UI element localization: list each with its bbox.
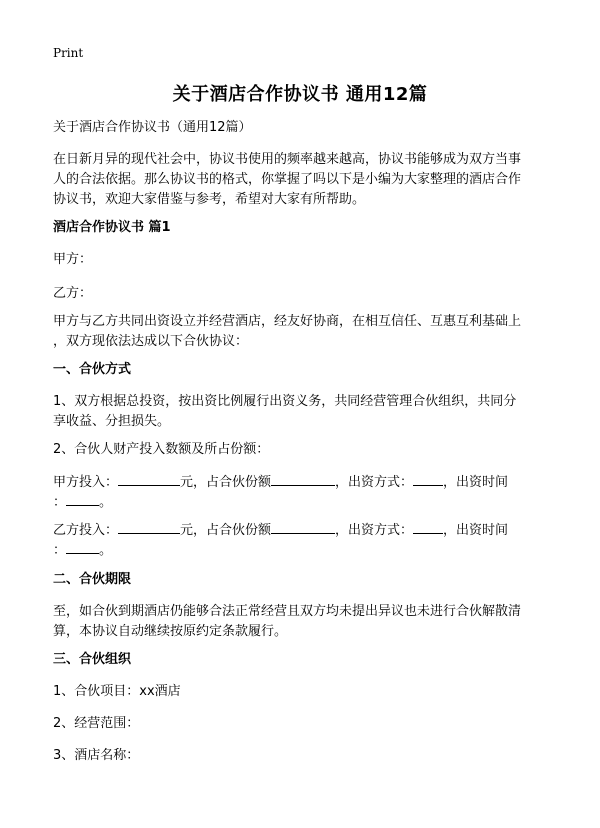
- section-3-item-3: 3、酒店名称：: [53, 748, 140, 763]
- party-b-invest-method: ，出资方式：: [335, 523, 414, 538]
- party-a-line: 甲方：: [53, 252, 93, 267]
- section-1-item-1-line-2: 享收益、分担损失。: [53, 414, 171, 429]
- party-b-invest-end: 。: [99, 543, 113, 558]
- party-a-invest-unit: 元，占合伙份额: [180, 475, 272, 490]
- intro-paragraph-line-3: 协议书，欢迎大家借鉴与参考，希望对大家有所帮助。: [53, 192, 366, 207]
- party-a-share-blank: [271, 472, 335, 486]
- party-b-invest-colon: ：: [53, 543, 67, 558]
- party-a-investment-line-2: [53, 492, 112, 513]
- party-b-investment-line: [53, 520, 508, 541]
- preamble-line-2: ，双方现依法达成以下合伙协议：: [53, 334, 249, 349]
- party-a-invest-end: 。: [99, 495, 113, 510]
- section-1-item-2: 2、合伙人财产投入数额及所占份额：: [53, 442, 270, 457]
- party-a-time-blank: [66, 492, 99, 506]
- party-b-line: 乙方：: [53, 286, 93, 301]
- section-1-item-1-line-1: 1、双方根据总投资，按出资比例履行出资义务，共同经营管理合伙组织，共同分: [53, 394, 517, 409]
- party-b-invest-unit: 元，占合伙份额: [180, 523, 272, 538]
- party-a-invest-colon: ：: [53, 495, 67, 510]
- party-a-investment-line: [53, 472, 508, 493]
- party-a-invest-method: ，出资方式：: [335, 475, 414, 490]
- party-b-investment-line-2: [53, 540, 112, 561]
- print-label: Print: [53, 46, 84, 60]
- party-b-amount-blank: [118, 520, 180, 534]
- section-3-item-2: 2、经营范围：: [53, 716, 140, 731]
- party-a-amount-blank: [118, 472, 180, 486]
- intro-paragraph-line-1: 在日新月异的现代社会中，协议书使用的频率越来越高，协议书能够成为双方当事: [53, 152, 522, 167]
- section-3-item-1: 1、合伙项目：xx酒店: [53, 684, 181, 699]
- intro-paragraph-line-2: 人的合法依据。那么协议书的格式，你掌握了吗以下是小编为大家整理的酒店合作: [53, 172, 522, 187]
- section-1-heading: 一、合伙方式: [53, 362, 132, 377]
- party-a-invest-time: ，出资时间: [443, 475, 509, 490]
- party-b-method-blank: [413, 520, 443, 534]
- agreement-heading: 酒店合作协议书 篇1: [53, 220, 171, 235]
- document-title: 关于酒店合作协议书 通用12篇: [172, 84, 428, 105]
- preamble-line-1: 甲方与乙方共同出资设立并经营酒店，经友好协商，在相互信任、互惠互利基础上: [53, 314, 522, 329]
- section-2-heading: 二、合伙期限: [53, 572, 132, 587]
- party-a-invest-label: 甲方投入：: [53, 475, 119, 490]
- party-b-time-blank: [66, 540, 99, 554]
- section-2-text-line-2: 算，本协议自动继续按原约定条款履行。: [53, 624, 288, 639]
- party-b-share-blank: [271, 520, 335, 534]
- document-subtitle: 关于酒店合作协议书（通用12篇）: [53, 120, 252, 135]
- section-2-text-line-1: 至，如合伙到期酒店仍能够合法正常经营且双方均未提出异议也未进行合伙解散清: [53, 604, 522, 619]
- party-b-invest-time: ，出资时间: [443, 523, 509, 538]
- party-a-method-blank: [413, 472, 443, 486]
- party-b-invest-label: 乙方投入：: [53, 523, 119, 538]
- section-3-heading: 三、合伙组织: [53, 652, 132, 667]
